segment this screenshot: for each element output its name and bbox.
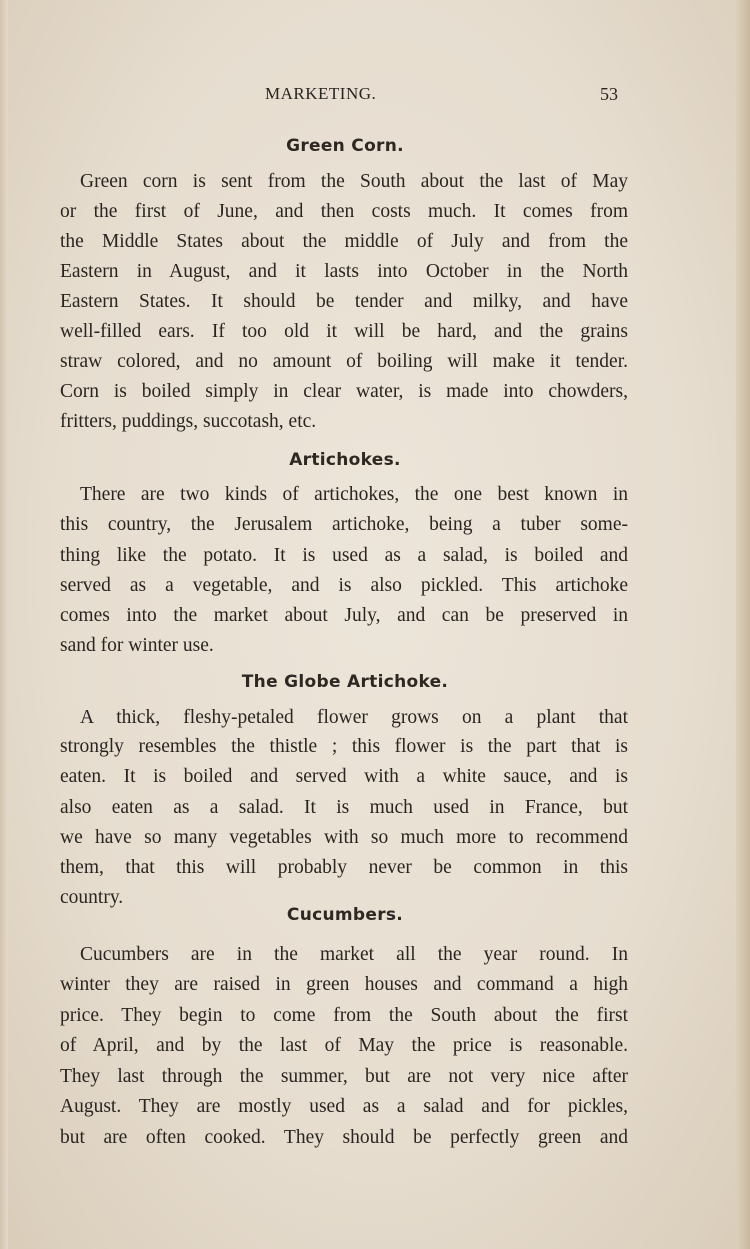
text-line: price. They begin to come from the South about the first	[60, 1005, 628, 1026]
page-number: 53	[600, 84, 618, 104]
text-line: straw colored, and no amount of boiling will make it tender.	[60, 351, 628, 372]
text-line: Green corn is sent from the South about the last of May	[80, 171, 628, 192]
text-line: A thick, fleshy-petaled flower grows on a plant that	[80, 707, 628, 728]
section-heading: Cucumbers.	[286, 905, 404, 925]
text-line: strongly resembles the thistle ; this flower is the part that is	[60, 736, 628, 757]
text-line: Cucumbers are in the market all the year round. In	[80, 944, 628, 965]
page-edge-left	[0, 0, 8, 1249]
text-line: eaten. It is boiled and served with a white sauce, and is	[60, 766, 628, 787]
text-line: served as a vegetable, and is also pickled. This artichoke	[60, 575, 628, 596]
text-line: comes into the market about July, and can be preserved in	[60, 605, 628, 626]
text-line: sand for winter use.	[60, 635, 214, 656]
text-line: winter they are raised in green houses and command a high	[60, 974, 628, 995]
text-line: we have so many vegetables with so much more to recommend	[60, 827, 628, 848]
text-line: this country, the Jerusalem artichoke, being a tuber some-	[60, 514, 628, 535]
page-edge-right	[736, 0, 750, 1249]
text-line: country.	[60, 887, 124, 908]
text-line: There are two kinds of artichokes, the one best known in	[80, 484, 628, 505]
section-heading: Green Corn.	[286, 136, 404, 156]
text-line: them, that this will probably never be common in this	[60, 857, 628, 878]
running-title: MARKETING.	[265, 84, 377, 103]
text-line: fritters, puddings, succotash, etc.	[60, 411, 317, 432]
text-line: the Middle States about the middle of July and from the	[60, 231, 628, 252]
text-line: also eaten as a salad. It is much used in France, but	[60, 797, 628, 818]
text-line: or the first of June, and then costs much. It comes from	[60, 201, 628, 222]
text-line: thing like the potato. It is used as a salad, is boiled and	[60, 545, 628, 566]
text-line: well-filled ears. If too old it will be hard, and the grains	[60, 321, 628, 342]
section-heading: Artichokes.	[289, 450, 401, 470]
text-line: of April, and by the last of May the price is reasonable.	[60, 1035, 628, 1056]
text-line: Eastern in August, and it lasts into October in the North	[60, 261, 628, 282]
section-heading: The Globe Artichoke.	[241, 672, 449, 692]
text-line: They last through the summer, but are not very nice after	[60, 1066, 628, 1087]
text-line: August. They are mostly used as a salad and for pickles,	[60, 1096, 628, 1117]
text-line: Corn is boiled simply in clear water, is made into chowders,	[60, 381, 628, 402]
text-line: Eastern States. It should be tender and milky, and have	[60, 291, 628, 312]
text-line: but are often cooked. They should be perfectly green and	[60, 1127, 628, 1148]
